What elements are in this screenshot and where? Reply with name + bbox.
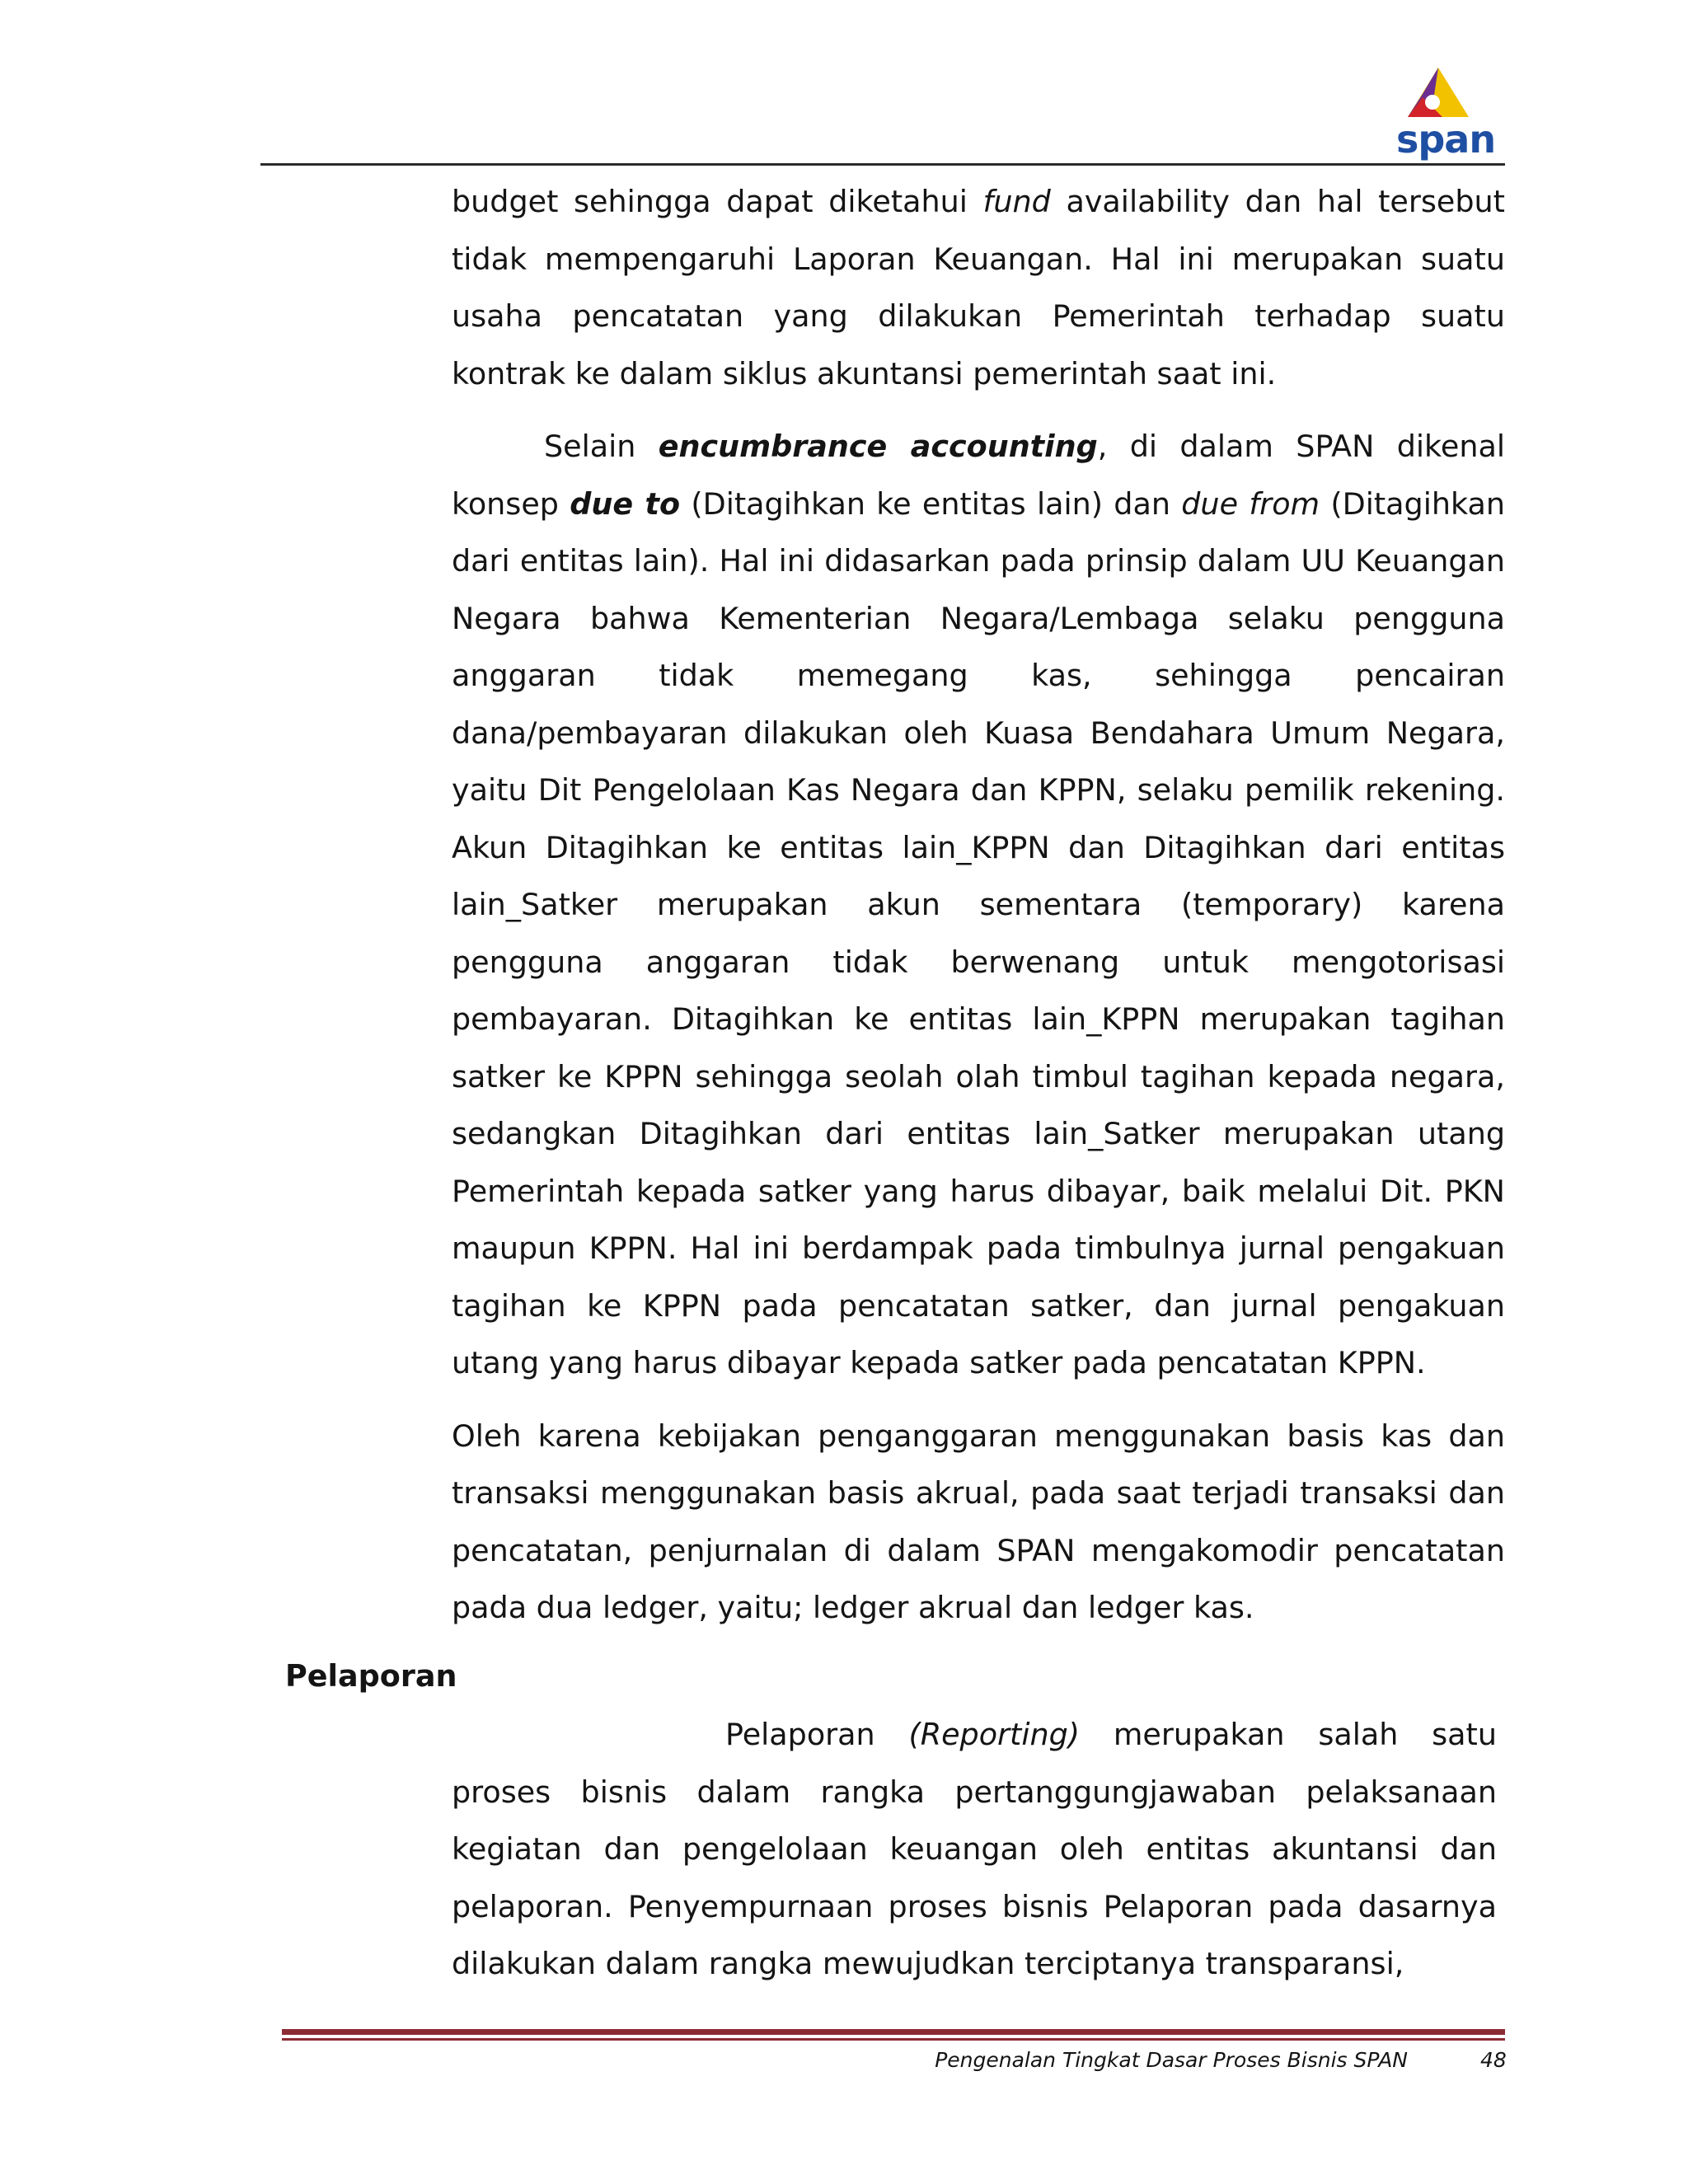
paragraph-ledger: Oleh karena kebijakan penganggaran menggunakan basis kas dan transaksi menggunakan basis akrual, pada saat terjadi transaksi dan pencatatan, penjurnalan di dalam SPAN mengakomodir pencatatan pada dua ledger, yaitu; ledger akrual dan ledger kas. xyxy=(452,1418,1505,1625)
header-rule xyxy=(260,163,1505,166)
span-logo xyxy=(1393,64,1496,163)
paragraph-pelaporan: Pelaporan (Reporting) merupakan salah satu proses bisnis dalam rangka pertanggungjawaban pelaksanaan kegiatan dan pengelolaan keuangan oleh entitas akuntansi dan pelaporan. Penyempurnaan proses bisnis Pelaporan pada dasarnya dilakukan dalam rangka mewujudkan terciptanya transparansi, xyxy=(452,1717,1497,1981)
section-body xyxy=(452,1706,1497,2008)
page-number: 48 xyxy=(1480,2048,1507,2072)
document-body xyxy=(452,173,1505,1652)
section-heading-pelaporan: Pelaporan xyxy=(285,1658,457,1694)
footer-title: Pengenalan Tingkat Dasar Proses Bisnis SPAN xyxy=(935,2048,1408,2072)
paragraph-continuation: budget sehingga dapat diketahui fund availability dan hal tersebut tidak mempengaruhi Laporan Keuangan. Hal ini merupakan suatu usaha pencatatan yang dilakukan Pemerintah terhadap suatu kontrak ke dalam siklus akuntansi pemerintah saat ini. xyxy=(452,184,1505,391)
logo-text: span xyxy=(1396,117,1496,162)
footer-rule-thin xyxy=(282,2038,1505,2041)
paragraph-due-to-due-from: Selain encumbrance accounting, di dalam SPAN dikenal konsep due to (Ditagihkan ke entitas lain) dan due from (Ditagihkan dari entitas lain). Hal ini didasarkan pada prinsip dalam UU Keuangan Negara bahwa Kementerian Negara/Lembaga selaku pengguna anggaran tidak memegang kas, sehingga pencairan dana/pembayaran dilakukan oleh Kuasa Bendahara Umum Negara, yaitu Dit Pengelolaan Kas Negara dan KPPN, selaku pemilik rekening. Akun Ditagihkan ke entitas lain_KPPN dan Ditagihkan dari entitas lain_Satker merupakan akun sementara (temporary) karena pengguna anggaran tidak berwenang untuk mengotorisasi pembayaran. Ditagihkan ke entitas lain_KPPN merupakan tagihan satker ke KPPN sehingga seolah olah timbul tagihan kepada negara, sedangkan Ditagihkan dari entitas lain_Satker merupakan utang Pemerintah kepada satker yang harus dibayar, baik melalui Dit. PKN maupun KPPN. Hal ini berdampak pada timbulnya jurnal pengakuan tagihan ke KPPN pada pencatatan satker, dan jurnal pengakuan utang yang harus dibayar kepada satker pada pencatatan KPPN. xyxy=(452,429,1505,1380)
footer-rule xyxy=(282,2029,1505,2035)
